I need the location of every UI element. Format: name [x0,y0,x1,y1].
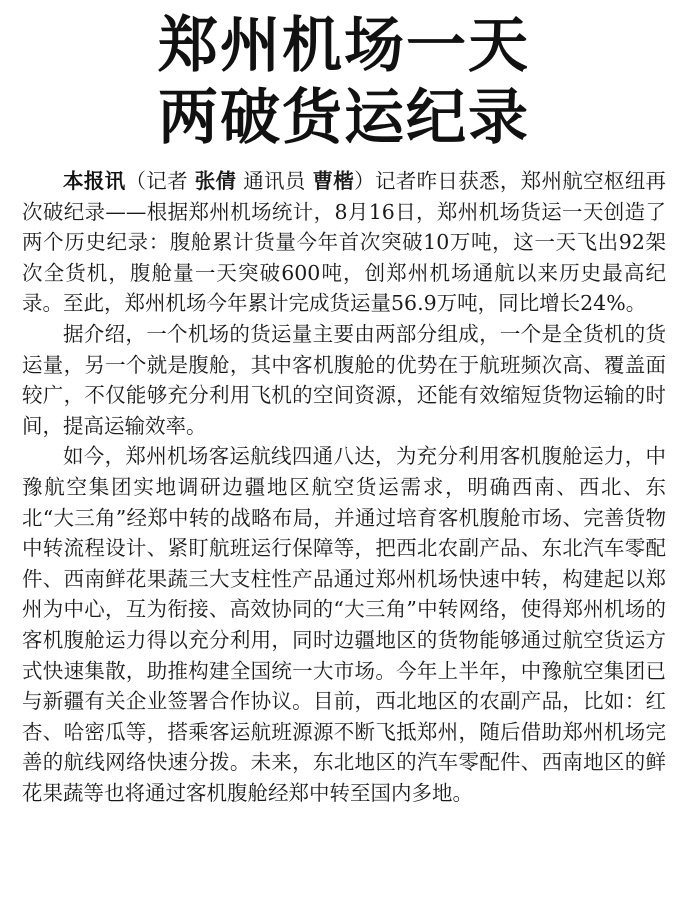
paragraph-1 [22,166,666,319]
reporter-name: 张倩 [194,169,237,193]
dateline: 本报讯 [63,169,126,193]
correspondent-name: 曹楷 [312,169,355,193]
headline [22,10,666,154]
article-body [22,166,666,808]
headline-line-1: 郑州机场一天 [158,11,530,81]
byline-open: （记者 [125,169,195,193]
paragraph-2: 据介绍，一个机场的货运量主要由两部分组成，一个是全货机的货运量，另一个就是腹舱，其中客机腹舱的优势在于航班频次高、覆盖面较广，不仅能够充分利用飞机的空间资源，还能有效缩短货物运输的时间，提高运输效率。 [22,321,666,438]
paragraph-1-text: 记者昨日获悉，郑州航空枢纽再次破纪录——根据郑州机场统计，8月16日，郑州机场货运一天创造了两个历史纪录：腹舱累计货量今年首次突破10万吨，这一天飞出92架次全货机，腹舱量一天突破600吨，创郑州机场通航以来历史最高纪录。至此，郑州机场今年累计完成货运量56.9万吨，同比增长24%。 [22,169,667,316]
headline-line-2: 两破货运纪录 [158,83,530,153]
byline-close: ） [354,169,375,193]
paragraph-3: 如今，郑州机场客运航线四通八达，为充分利用客机腹舱运力，中豫航空集团实地调研边疆地区航空货运需求，明确西南、西北、东北“大三角”经郑中转的战略布局，并通过培育客机腹舱市场、完善货物中转流程设计、紧盯航班运行保障等，把西北农副产品、东北汽车零配件、西南鲜花果蔬三大支柱性产品通过郑州机场快速中转，构建起以郑州为中心，互为衔接、高效协同的“大三角”中转网络，使得郑州机场的客机腹舱运力得以充分利用，同时边疆地区的货物能够通过航空货运方式快速集散，助推构建全国统一大市场。今年上半年，中豫航空集团已与新疆有关企业签署合作协议。目前，西北地区的农副产品，比如：红杏、哈密瓜等，搭乘客运航班源源不断飞抵郑州，随后借助郑州机场完善的航线网络快速分拨。未来，东北地区的汽车零配件、西南地区的鲜花果蔬等也将通过客机腹舱经郑中转至国内多地。 [22,444,666,805]
byline-middle: 通讯员 [236,169,313,193]
